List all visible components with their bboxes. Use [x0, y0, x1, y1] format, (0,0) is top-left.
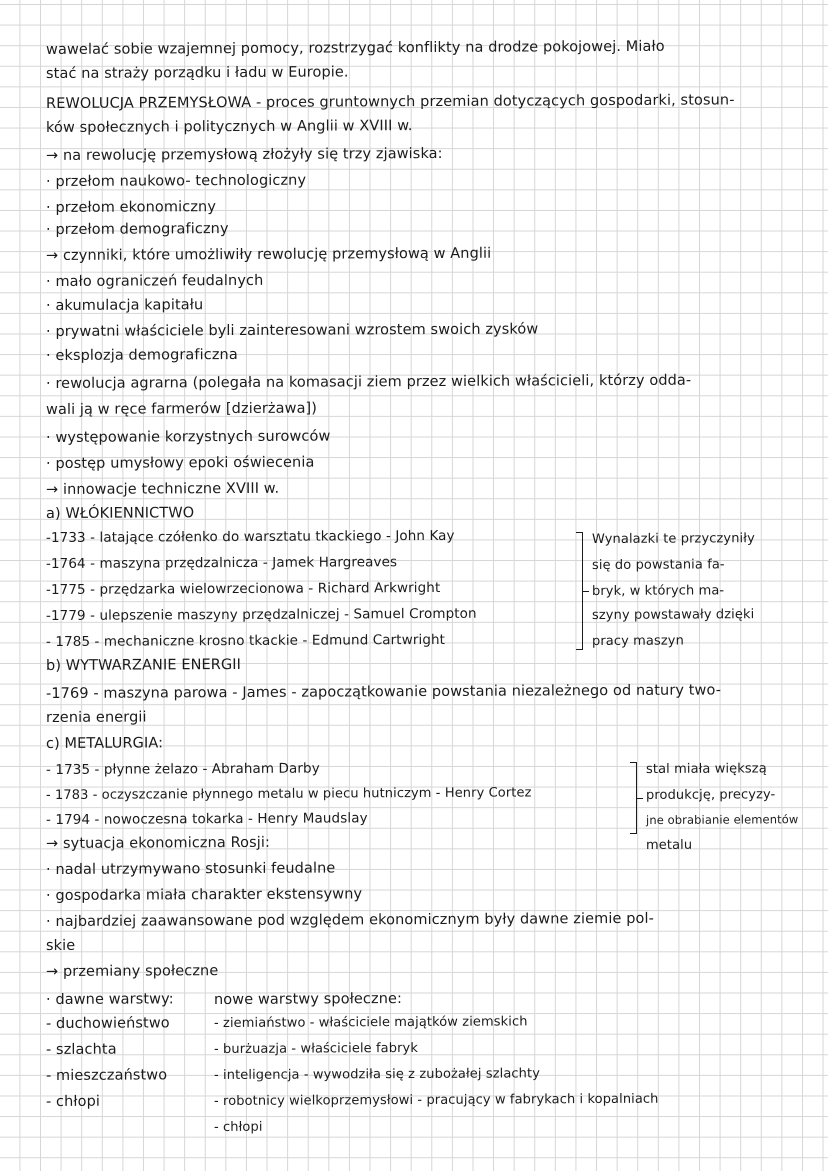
side-note-line: szyny powstawały dzięki: [591, 607, 755, 623]
note-line: → innowacje techniczne XVIII w.: [45, 480, 280, 498]
note-line: - chłopi: [213, 1119, 263, 1135]
note-line: - chłopi: [45, 1093, 101, 1110]
note-line: - szlachta: [45, 1041, 117, 1058]
note-line: - 1794 - nowoczesna tokarka - Henry Maudslay: [45, 810, 368, 828]
note-line: → sytuacja ekonomiczna Rosji:: [45, 834, 271, 852]
note-line: nowe warstwy społeczne:: [213, 991, 403, 1008]
note-line: · dawne warstwy:: [45, 991, 174, 1008]
note-line: ków społecznych i politycznych w Anglii w XVIII w.: [45, 118, 413, 136]
note-line: · przełom naukowo- technologiczny: [45, 172, 307, 190]
note-line: - robotnicy wielkoprzemysłowi - pracujący w fabrykach i kopalniach: [213, 1091, 659, 1109]
bracket: [630, 762, 637, 834]
note-line: · prywatni właściciele byli zainteresowani wzrostem swoich zysków: [45, 321, 539, 340]
note-line: skie: [45, 937, 76, 954]
note-line: · eksplozja demograficzna: [45, 346, 238, 364]
note-line: rzenia energii: [45, 709, 147, 726]
note-line: -1764 - maszyna przędzalnicza - Jamek Hargreaves: [45, 554, 398, 572]
note-line: - 1735 - płynne żelazo - Abraham Darby: [45, 760, 320, 778]
note-line: · rewolucja agrarna (polegała na komasacji ziem przez wielkich właścicieli, którzy odda-: [45, 372, 692, 392]
note-line: · przełom demograficzny: [45, 221, 229, 238]
note-line: - 1783 - oczyszczanie płynnego metalu w piecu hutniczym - Henry Cortez: [45, 785, 532, 803]
side-note-line: pracy maszyn: [591, 633, 684, 649]
note-line: · przełom ekonomiczny: [45, 199, 217, 216]
note-line: → przemiany społeczne: [45, 963, 219, 980]
side-note-line: Wynalazki te przyczyniły: [591, 531, 755, 547]
side-note-line: bryk, w których ma-: [591, 583, 725, 599]
note-line: - mieszczaństwo: [45, 1067, 168, 1084]
note-line: · nadal utrzymywano stosunki feudalne: [45, 860, 336, 878]
note-line: wali ją w ręce farmerów [dzierżawa]): [45, 400, 318, 418]
note-line: wawelać sobie wzajemnej pomocy, rozstrzygać konflikty na drodze pokojowej. Miało: [45, 38, 665, 58]
side-note-line: metalu: [645, 837, 693, 853]
note-line: - inteligencja - wywodziła się z zubożałej szlachty: [213, 1066, 541, 1083]
note-line: · najbardziej zaawansowane pod względem ekonomicznym były dawne ziemie pol-: [45, 910, 654, 930]
note-line: → czynniki, które umożliwiły rewolucję przemysłową w Anglii: [45, 245, 492, 264]
note-line: REWOLUCJA PRZEMYSŁOWA - proces gruntownych przemian dotyczących gospodarki, stosun-: [45, 92, 735, 112]
note-line: - burżuazja - właściciele fabryk: [213, 1040, 418, 1057]
note-line: -1769 - maszyna parowa - James - zapoczątkowanie powstania niezależnego od natury two-: [45, 682, 722, 702]
note-line: - ziemiaństwo - właściciele majątków ziemskich: [213, 1014, 528, 1031]
note-line: stać na straży porządku i ładu w Europie.: [45, 64, 349, 82]
section-heading: b) WYTWARZANIE ENERGII: [45, 656, 242, 674]
note-line: -1733 - latające czółenko do warsztatu tkackiego - John Kay: [45, 527, 455, 546]
note-line: · postęp umysłowy epoki oświecenia: [45, 454, 315, 472]
bracket: [576, 532, 583, 650]
note-line: -1775 - przędzarka wielowrzecionowa - Richard Arkwright: [45, 579, 441, 598]
note-line: → na rewolucję przemysłową złożyły się trzy zjawiska:: [45, 145, 443, 164]
side-note-line: stal miała większą: [645, 761, 767, 777]
note-line: · gospodarka miała charakter ekstensywny: [45, 886, 363, 904]
note-line: - duchowieństwo: [45, 1015, 170, 1032]
side-note-line: jne obrabianie elementów: [645, 812, 799, 827]
note-line: · mało ograniczeń feudalnych: [45, 272, 264, 290]
note-line: · występowanie korzystnych surowców: [45, 428, 331, 446]
side-note-line: produkcję, precyzy-: [645, 787, 776, 803]
section-heading: c) METALURGIA:: [45, 735, 164, 752]
side-note-line: się do powstania fa-: [591, 557, 725, 573]
note-line: - 1785 - mechaniczne krosno tkackie - Edmund Cartwright: [45, 631, 446, 650]
note-line: -1779 - ulepszenie maszyny przędzalniczej - Samuel Crompton: [45, 605, 477, 624]
section-heading: a) WŁÓKIENNICTWO: [45, 505, 195, 522]
note-line: · akumulacja kapitału: [45, 297, 204, 314]
